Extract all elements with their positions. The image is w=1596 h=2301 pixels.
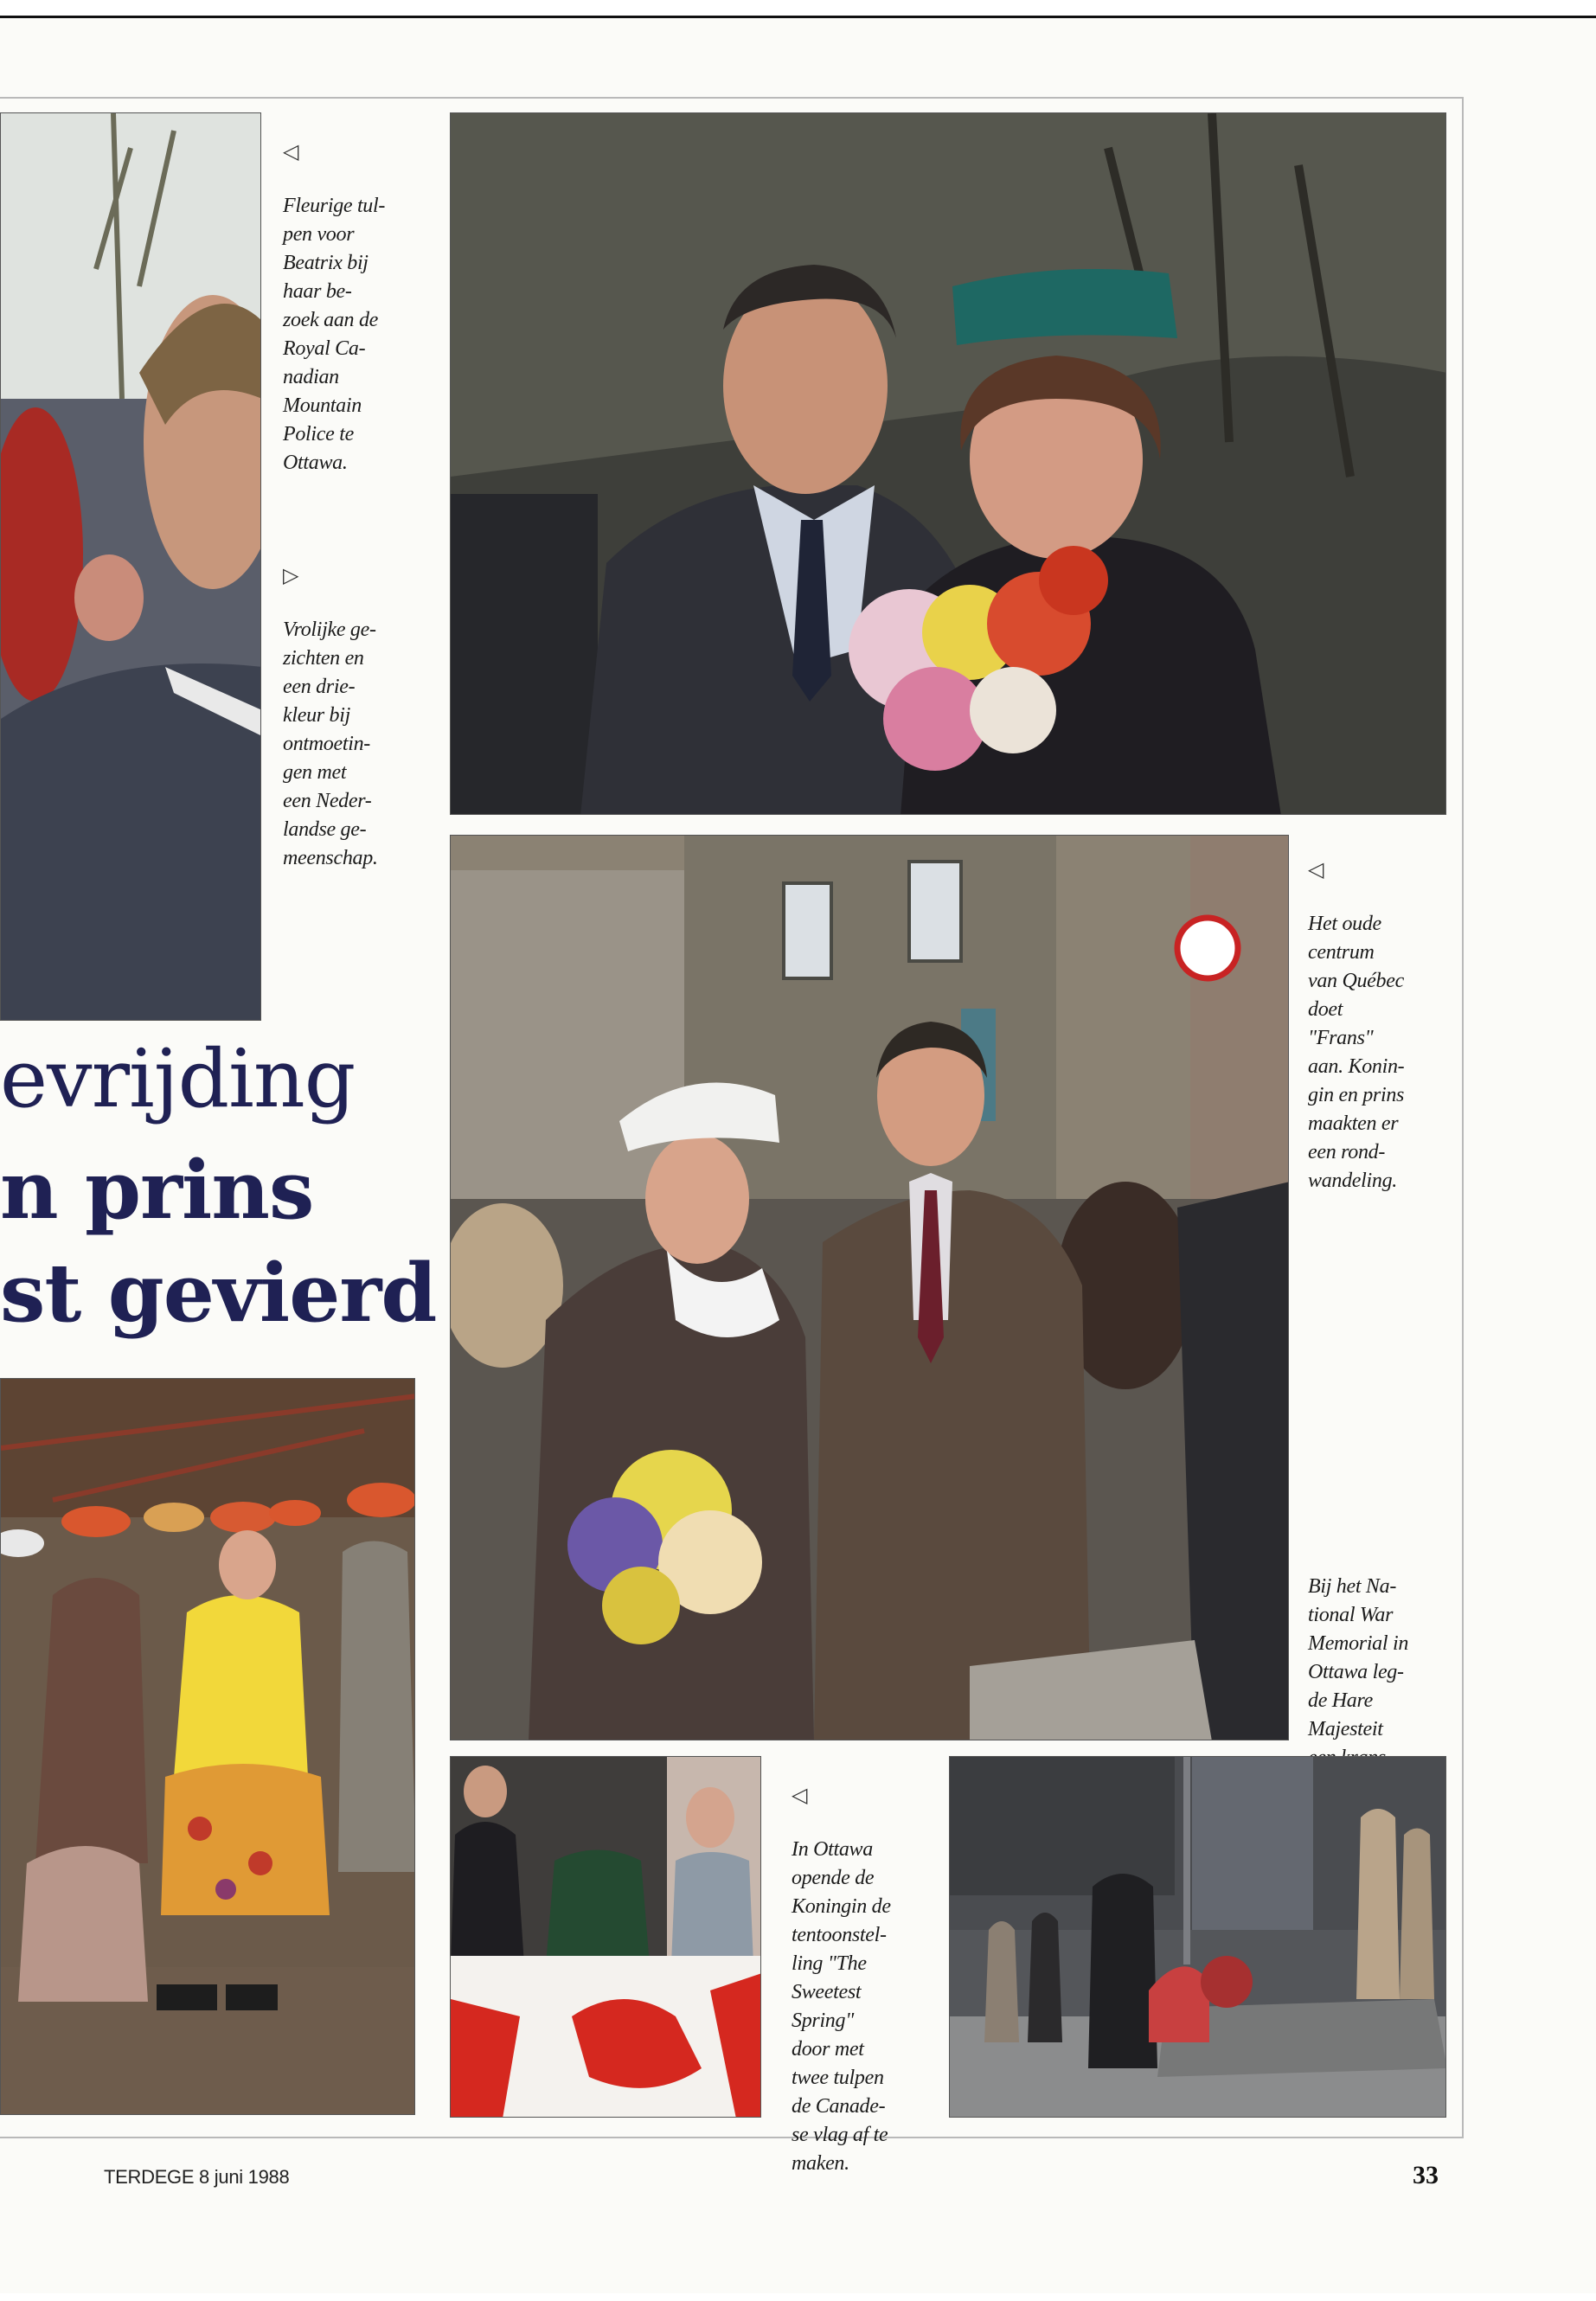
headline-line-2: n prins	[0, 1143, 314, 1237]
caption-arrow-left-icon: ◁	[1308, 857, 1324, 881]
caption-tulips	[283, 111, 430, 478]
caption-faces	[283, 535, 430, 873]
headline-line-1: evrijding	[0, 1032, 356, 1125]
caption-arrow-left-icon: ◁	[792, 1783, 808, 1807]
photo-dutch-community	[0, 1378, 415, 2115]
photo-crowd-man-left	[0, 112, 261, 1021]
caption-faces-text: Vrolijke ge- zichten en een drie- kleur bij ontmoetin- gen met een Neder- landse ge- meenschap.	[283, 619, 378, 869]
photo-national-war-memorial	[949, 1756, 1446, 2118]
caption-quebec	[1308, 829, 1455, 1195]
headline-line-3: st gevierd	[0, 1246, 437, 1340]
caption-arrow-left-icon: ◁	[283, 139, 299, 163]
caption-quebec-text: Het oude centrum van Québec doet "Frans" aan. Konin- gin en prins maakten er een rond- wandeling.	[1308, 913, 1405, 1192]
footer-publication: TERDEGE 8 juni 1988	[104, 2166, 290, 2188]
page-number: 33	[1413, 2161, 1439, 2189]
caption-arrow-right-icon: ▷	[283, 563, 299, 587]
caption-tulips-text: Fleurige tul- pen voor Beatrix bij haar be- zoek aan de Royal Ca- nadian Mountain Police te Ottawa.	[283, 195, 386, 474]
photo-tulip-flag-exhibition	[450, 1756, 761, 2118]
photo-quebec-walk	[450, 835, 1289, 1740]
photo-queen-and-prince-bouquet	[450, 112, 1446, 815]
caption-exhibition-text: In Ottawa opende de Koningin de tentoonstel- ling "The Sweetest Spring" door met twee tulpen de Canade- se vlag af te maken.	[792, 1838, 891, 2175]
caption-memorial-text: Bij het Na- tional War Memorial in Ottawa leg- de Hare Majesteit	[1308, 1575, 1409, 1740]
caption-exhibition	[792, 1754, 939, 2178]
